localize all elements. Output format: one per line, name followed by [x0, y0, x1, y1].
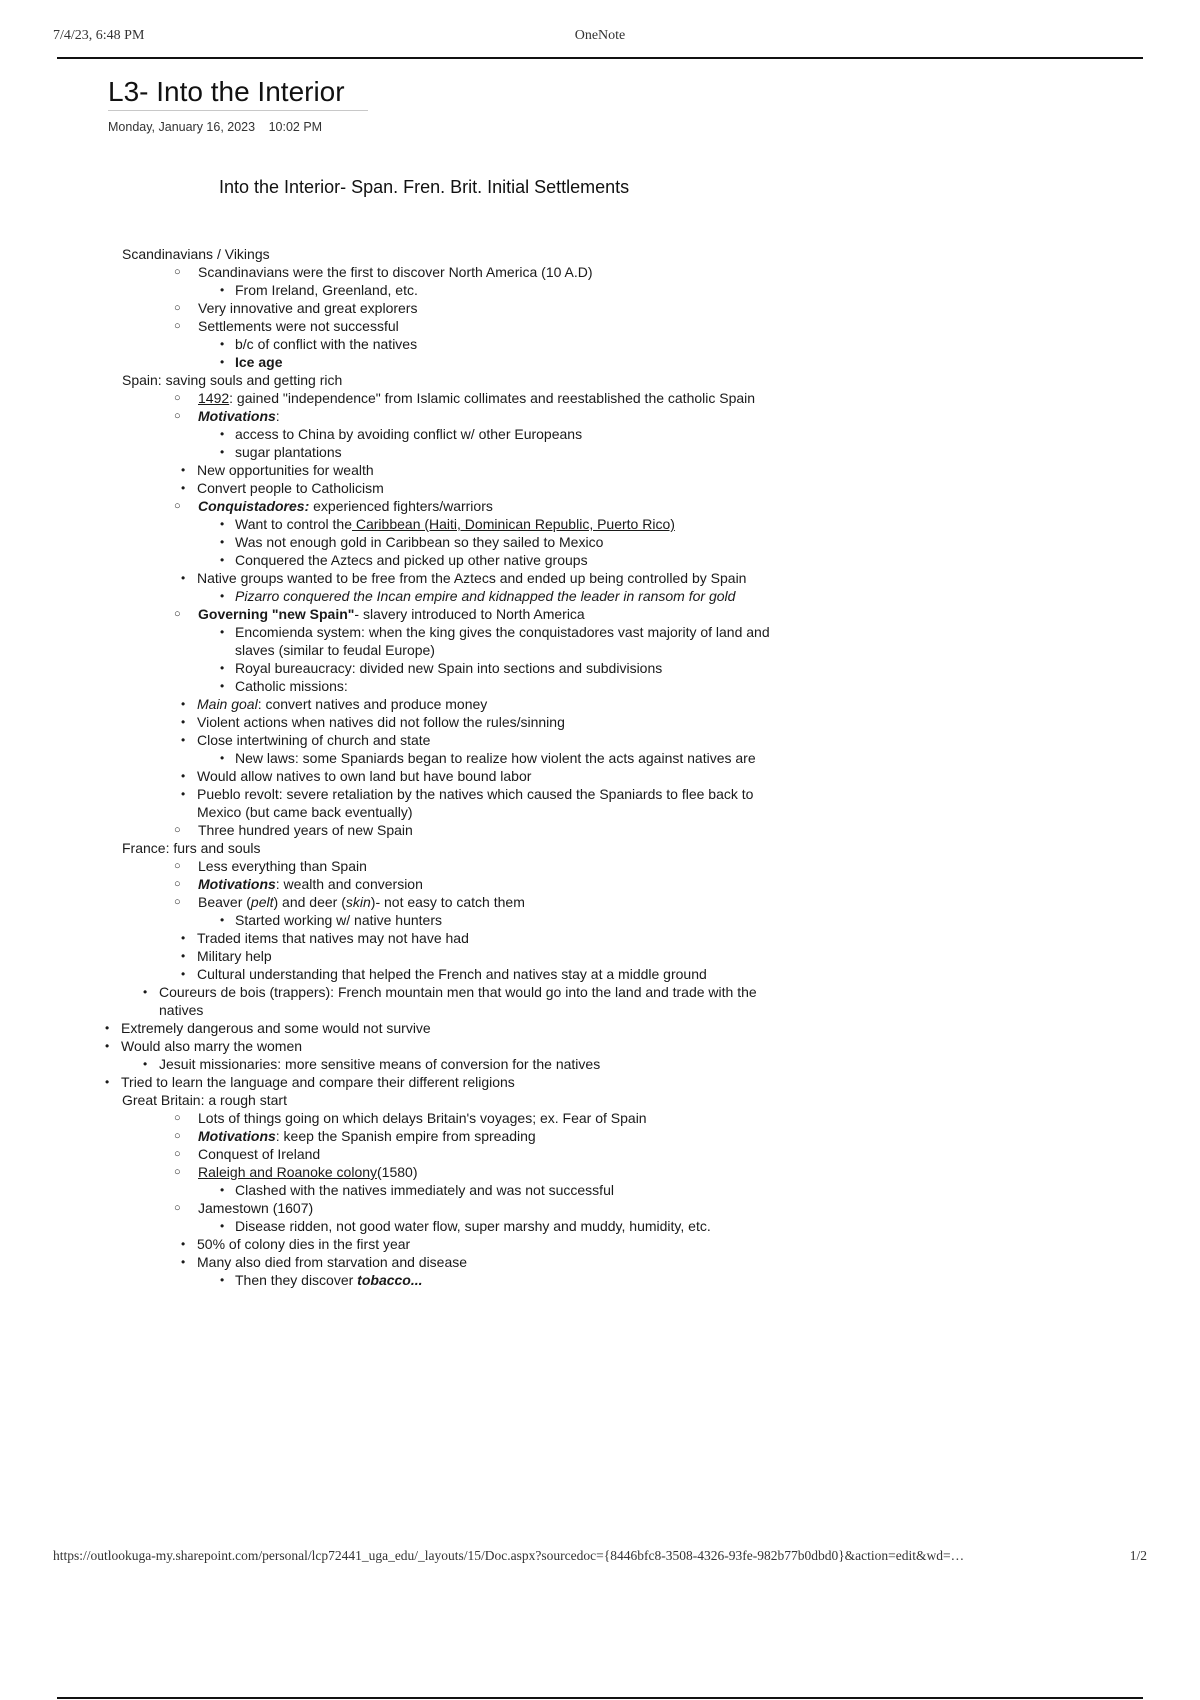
list-item: • Many also died from starvation and disease	[181, 1254, 468, 1270]
page-timestamp	[108, 120, 322, 134]
list-item: • Jesuit missionaries: more sensitive means of conversion for the natives • Tried to learn the language and compare their different religions	[121, 1055, 782, 1091]
list-item: • Encomienda system: when the king gives the conquistadores vast majority of land and slaves (similar to feudal Europe)	[220, 624, 770, 658]
list-item: • Started working w/ native hunters • Traded items that natives may not have had • Military help • Cultural understanding that helped the French and natives stay at a middle ground • Coureurs de bois (trappers): French mountain men that would go into the land and trade with the natives • Extremely dangerous and some would not survive • Would also marry the women • Jesuit missionaries: more sensitive means of conversion for the natives • Tried to learn the language and compare their different religions	[198, 911, 782, 1091]
header-divider	[57, 57, 1143, 59]
list-item: ○ Jamestown (1607) • Disease ridden, not good water flow, super marshy and muddy, humidity, etc. • 50% of colony dies in the first year • Many also died from starvation and disease • Then they discover tobacco...	[122, 1199, 782, 1289]
footer-divider	[57, 1697, 1143, 1699]
list-item: • Coureurs de bois (trappers): French mountain men that would go into the land and trade with the natives • Extremely dangerous and some would not survive • Would also marry the women	[121, 983, 782, 1055]
print-date: 7/4/23, 6:48 PM	[53, 28, 145, 43]
section-heading-vikings: Scandinavians / Vikings	[122, 246, 270, 262]
list-item: • Ice age	[220, 354, 283, 370]
notes-body	[105, 245, 782, 1289]
list-item: • Military help	[181, 948, 272, 964]
list-item: • Royal bureaucracy: divided new Spain into sections and subdivisions	[220, 660, 663, 676]
list-item: ○ Conquistadores: experienced fighters/warriors • Want to control the Caribbean (Haiti, Dominican Republic, Puerto Rico) • Was not enough gold in Caribbean so they sailed to Mexico • Conquered the Aztecs and picked up other native groups • Native groups wanted to be free from the Aztecs and ended up being controlled by Spain • Pizarro conquered the Incan empire and kidnapped the leader in ransom for gold	[122, 497, 782, 605]
list-item: • Want to control the Caribbean (Haiti, Dominican Republic, Puerto Rico)	[220, 516, 675, 532]
print-url: https://outlookuga-my.sharepoint.com/personal/lcp72441_uga_edu/_layouts/15/Doc.aspx?sourcedoc={8446bfc8-3508-4326-93fe-982b77b0dbd0}&action=edit&wd=…	[53, 1548, 965, 1563]
list-item: • access to China by avoiding conflict w/ other Europeans	[220, 426, 583, 442]
page-number: 1/2	[1129, 1548, 1147, 1563]
doc-heading: Into the Interior- Span. Fren. Brit. Initial Settlements	[219, 177, 630, 197]
list-item: • 50% of colony dies in the first year	[181, 1236, 411, 1252]
list-item: ○ Motivations: wealth and conversion	[174, 876, 423, 892]
list-item: • Then they discover tobacco...	[220, 1272, 423, 1288]
list-item: • Extremely dangerous and some would not survive	[105, 1020, 431, 1036]
section-heading-britain: Great Britain: a rough start	[122, 1092, 287, 1108]
list-item: • Main goal: convert natives and produce money	[181, 696, 488, 712]
list-item: ○ Scandinavians were the first to discover North America (10 A.D) • From Ireland, Greenland, etc.	[122, 263, 782, 299]
list-item: • Cultural understanding that helped the French and natives stay at a middle ground • Coureurs de bois (trappers): French mountain men that would go into the land and trade with the natives • Extremely dangerous and some would not survive • Would also marry the women • Jesuit missionaries: more sensitive means of conversion for the natives • Tried to learn the language and compare their different religions	[159, 965, 782, 1091]
list-item: • b/c of conflict with the natives	[220, 336, 418, 352]
list-item: ○ Governing "new Spain"- slavery introduced to North America • Encomienda system: when the king gives the conquistadores vast majority of land and slaves (similar to feudal Europe) • Royal bureaucracy: divided new Spain into sections and subdivisions • Catholic missions: • Main goal: convert natives and produce money • Violent actions when natives did not follow the rules/sinning • Close intertwining of church and state • New laws: some Spaniards began to realize how violent the acts against natives are • Would allow natives to own land but have bound labor • Pueblo revolt: severe retaliation by the natives which caused the Spaniards to flee back to Mexico (but came back eventually)	[122, 605, 782, 821]
list-item: • Was not enough gold in Caribbean so they sailed to Mexico	[220, 534, 604, 550]
list-item: • New laws: some Spaniards began to realize how violent the acts against natives are • Would allow natives to own land but have bound labor • Pueblo revolt: severe retaliation by the natives which caused the Spaniards to flee back to Mexico (but came back eventually)	[198, 749, 782, 821]
list-item: • Would also marry the women	[105, 1038, 303, 1054]
list-item: ○ Raleigh and Roanoke colony(1580) • Clashed with the natives immediately and was not successful	[122, 1163, 782, 1199]
list-item: • Violent actions when natives did not follow the rules/sinning	[181, 714, 565, 730]
page-title: L3- Into the Interior	[108, 76, 368, 111]
list-item: ○ Three hundred years of new Spain	[174, 822, 413, 838]
list-item: ○ Beaver (pelt) and deer (skin)- not easy to catch them • Started working w/ native hunters • Traded items that natives may not have had • Military help • Cultural understanding that helped the French and natives stay at a middle ground • Coureurs de bois (trappers): French mountain men that would go into the land and trade with the natives • Extremely dangerous and some would not survive • Would also marry the women • Jesuit missionaries: more sensitive means of conversion for the natives • Tried to learn the language and compare their different religions	[122, 893, 782, 1091]
list-item: ○ 1492: gained "independence" from Islamic collimates and reestablished the catholic Spain	[174, 390, 756, 406]
list-item: • Clashed with the natives immediately and was not successful	[220, 1182, 614, 1198]
list-item: • Traded items that natives may not have had	[181, 930, 469, 946]
list-item: • From Ireland, Greenland, etc.	[220, 282, 418, 298]
section-heading-france: France: furs and souls	[122, 840, 261, 856]
page-date: Monday, January 16, 2023	[108, 120, 256, 134]
list-item: • Would allow natives to own land but have bound labor	[181, 768, 532, 784]
list-item: • sugar plantations • New opportunities for wealth • Convert people to Catholicism	[198, 443, 782, 497]
print-app-name: OneNote	[574, 28, 626, 43]
list-item: ○ Motivations: keep the Spanish empire from spreading	[174, 1128, 536, 1144]
list-item: ○ Conquest of Ireland	[174, 1146, 321, 1162]
list-item: • Catholic missions: • Main goal: convert natives and produce money • Violent actions when natives did not follow the rules/sinning • Close intertwining of church and state	[198, 677, 782, 749]
list-item: ○ Lots of things going on which delays Britain's voyages; ex. Fear of Spain	[174, 1110, 647, 1126]
list-item: • Pizarro conquered the Incan empire and kidnapped the leader in ransom for gold	[220, 588, 736, 604]
list-item: • New opportunities for wealth	[181, 462, 374, 478]
list-item: • Pueblo revolt: severe retaliation by the natives which caused the Spaniards to flee back to Mexico (but came back eventually)	[181, 786, 754, 820]
list-item: • Conquered the Aztecs and picked up other native groups • Native groups wanted to be free from the Aztecs and ended up being controlled by Spain	[198, 551, 782, 587]
list-item: • Disease ridden, not good water flow, super marshy and muddy, humidity, etc. • 50% of colony dies in the first year • Many also died from starvation and disease	[198, 1217, 782, 1271]
list-item: • Close intertwining of church and state	[181, 732, 431, 748]
list-item: ○ Motivations: • access to China by avoiding conflict w/ other Europeans • sugar plantations • New opportunities for wealth • Convert people to Catholicism	[122, 407, 782, 497]
list-item: • Native groups wanted to be free from the Aztecs and ended up being controlled by Spain	[181, 570, 747, 586]
list-item: ○ Settlements were not successful • b/c of conflict with the natives • Ice age	[122, 317, 782, 371]
section-heading-spain: Spain: saving souls and getting rich	[122, 372, 343, 388]
list-item: • Convert people to Catholicism	[181, 480, 384, 496]
list-item: ○ Very innovative and great explorers	[174, 300, 418, 316]
list-item: • Tried to learn the language and compare their different religions	[105, 1074, 515, 1090]
list-item: ○ Less everything than Spain	[174, 858, 367, 874]
print-header	[53, 26, 1147, 58]
page-time: 10:02 PM	[268, 120, 323, 134]
